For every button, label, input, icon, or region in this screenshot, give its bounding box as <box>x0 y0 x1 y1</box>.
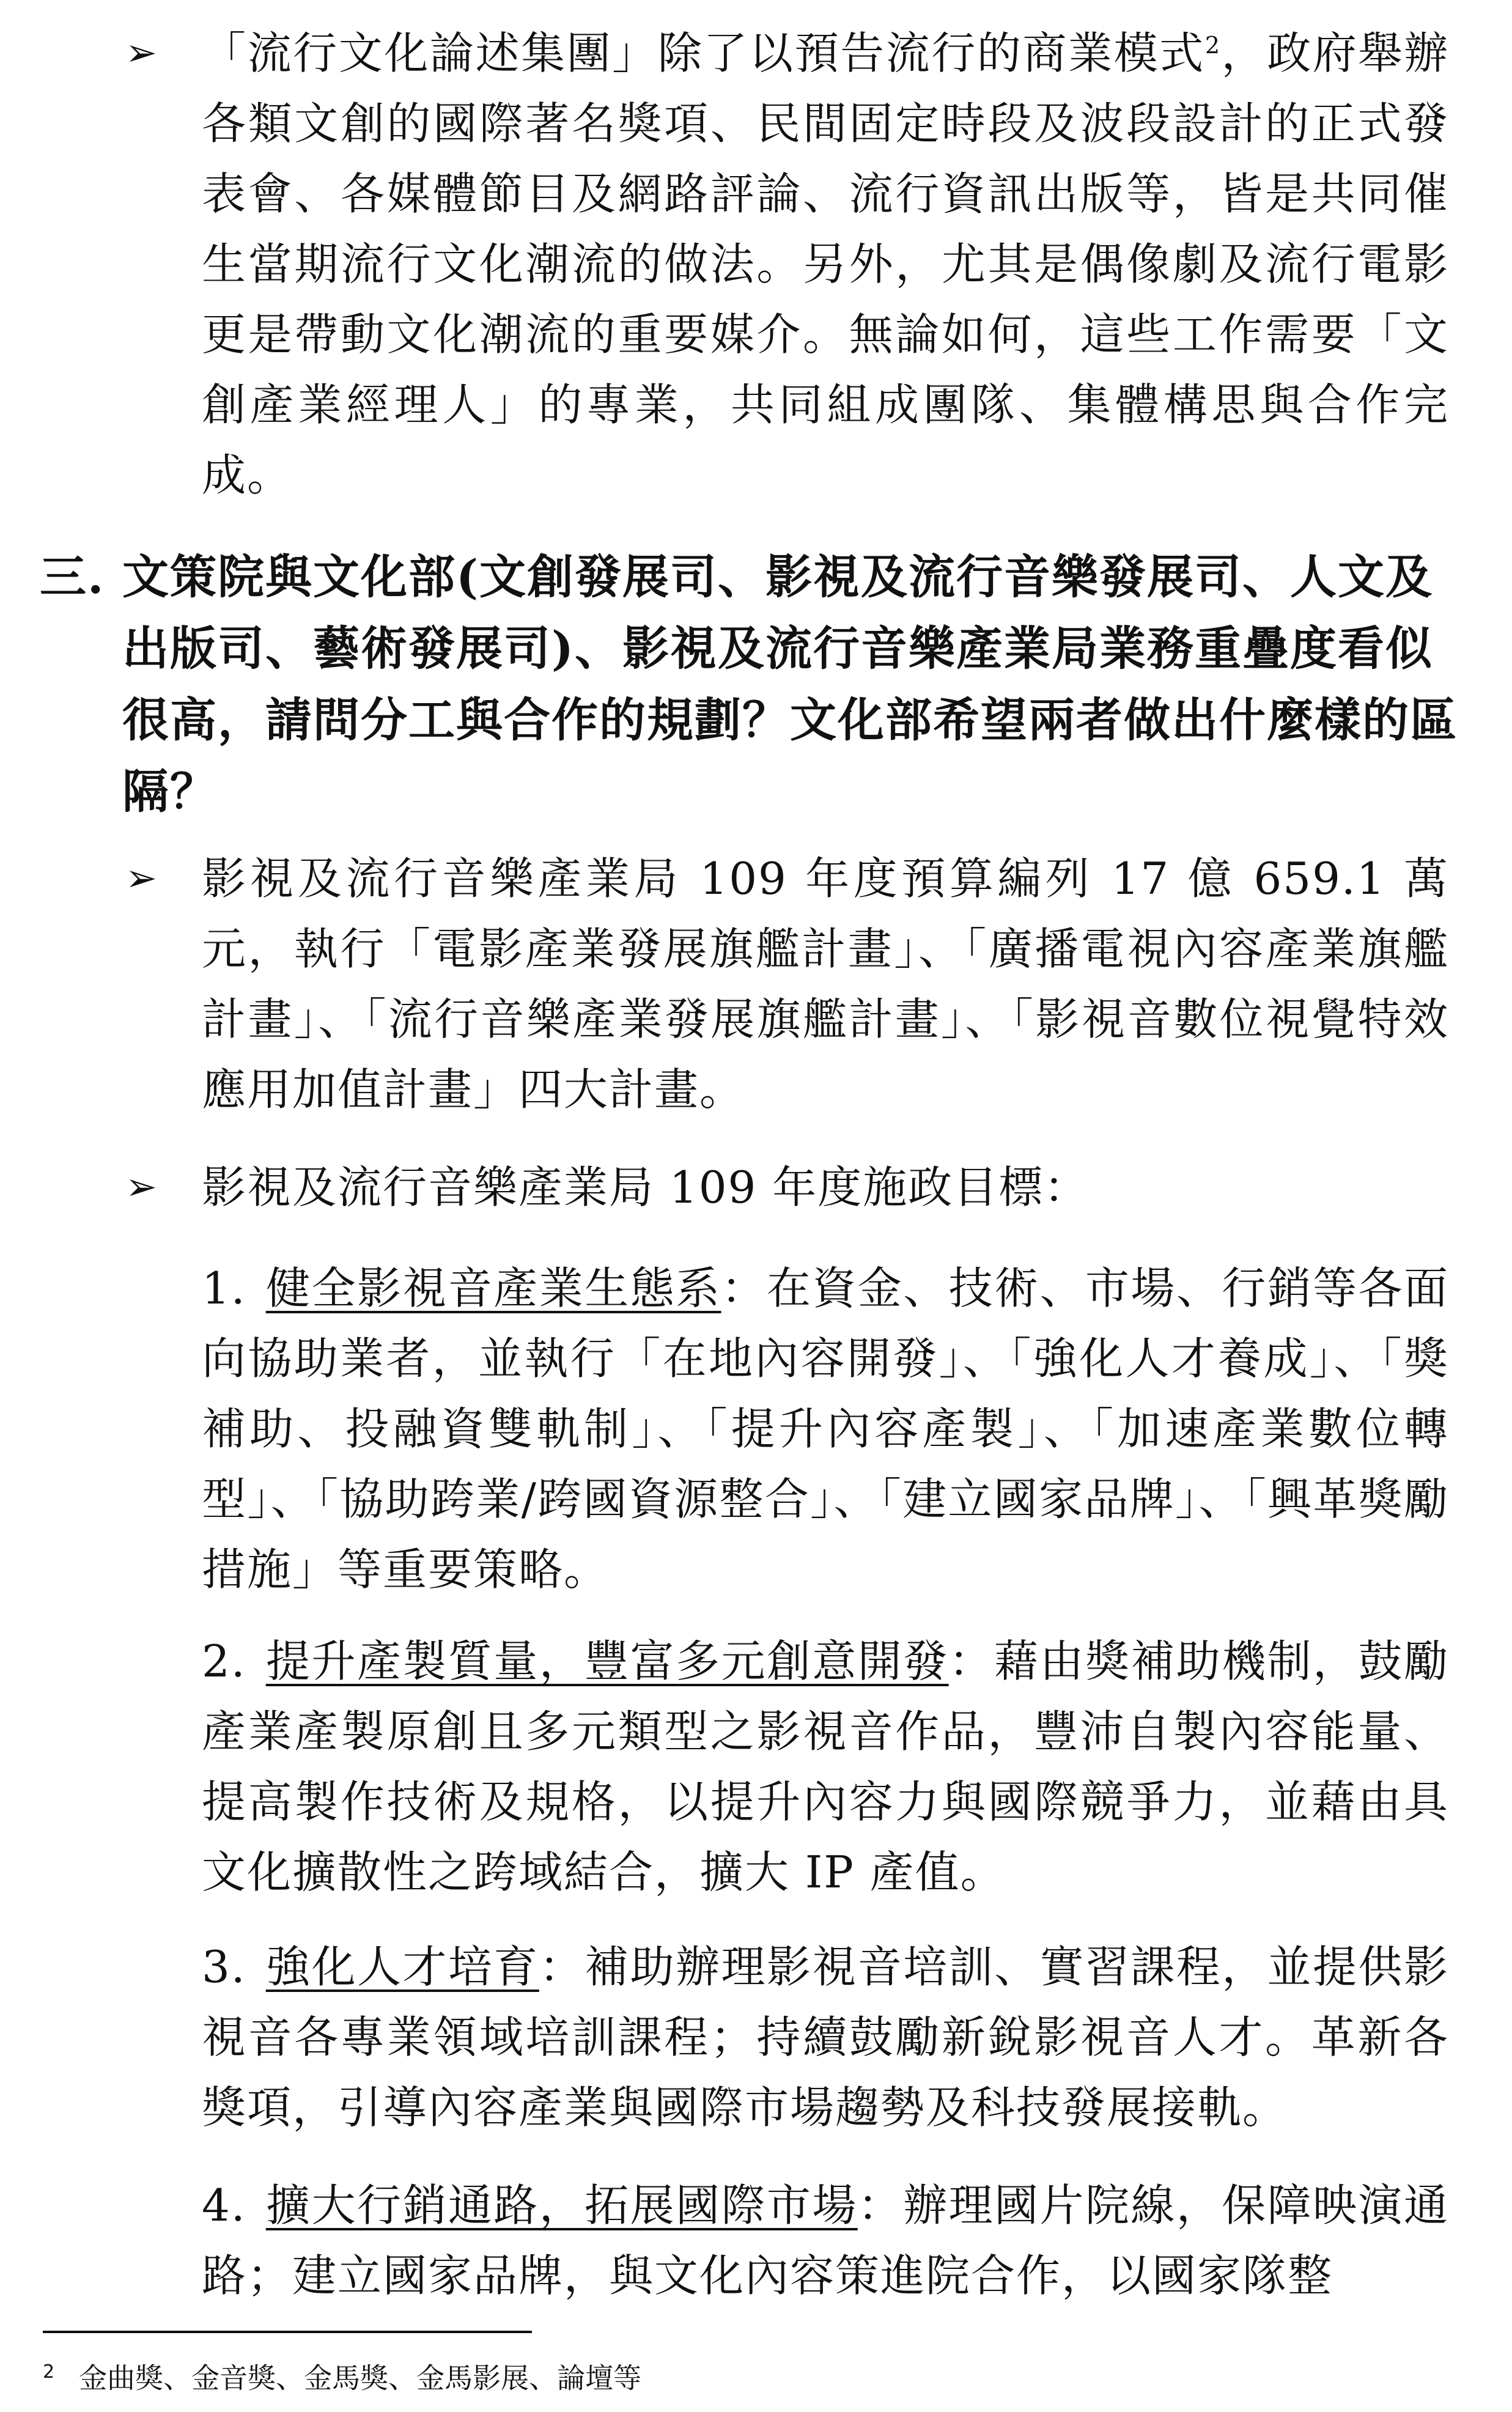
bullet-item-goals <box>125 1153 1449 1223</box>
goal-title: 提升產製質量，豐富多元創意開發 <box>265 1636 949 1687</box>
goal-number: 2. <box>202 1636 246 1687</box>
paragraph-culture <box>202 18 1449 511</box>
goal-number: 3. <box>202 1941 246 1993</box>
goal-number: 1. <box>202 1263 246 1314</box>
goal-number: 4. <box>202 2180 246 2231</box>
footnote-text: 金曲獎、金音獎、金馬獎、金馬影展、論壇等 <box>79 2361 642 2395</box>
goal-title: 健全影視音產業生態系 <box>265 1263 721 1314</box>
goal-item-2 <box>202 1626 1449 1908</box>
section-title: 文策院與文化部(文創發展司、影視及流行音樂發展司、人文及出版司、藝術發展司)、影視及流行音樂產業局業務重疊度看似很高，請問分工與合作的規劃？文化部希望兩者做出什麼樣的區隔？ <box>122 550 1458 819</box>
section-heading <box>40 541 1467 827</box>
bullet-arrow-icon: ➢ <box>125 30 157 75</box>
goal-body: ：在資金、技術、市場、行銷等各面向協助業者，並執行「在地內容開發」、「強化人才養成」、「獎補助、投融資雙軌制」、「提升內容產製」、「加速產業數位轉型」、「協助跨業/跨國資源整合」、「建立國家品牌」、「興革獎勵措施」等重要策略。 <box>202 1263 1449 1595</box>
bullet-item-culture <box>125 18 1449 511</box>
goal-body: ：藉由獎補助機制，鼓勵產業產製原創且多元類型之影視音作品，豐沛自製內容能量、提高製作技術及規格，以提升內容力與國際競爭力，並藉由具文化擴散性之跨域結合，擴大 IP 產值。 <box>202 1636 1449 1898</box>
goal-body: ：補助辦理影視音培訓、實習課程，並提供影視音各專業領域培訓課程；持續鼓勵新銳影視音人才。革新各獎項，引導內容產業與國際市場趨勢及科技發展接軌。 <box>202 1941 1449 2133</box>
section-number: 三. <box>40 550 105 604</box>
goal-item-1 <box>202 1253 1449 1605</box>
bullet-arrow-icon: ➢ <box>125 1164 157 1209</box>
bullet-arrow-icon: ➢ <box>125 855 157 900</box>
paragraph-text: 「流行文化論述集團」除了以預告流行的商業模式 <box>202 28 1205 79</box>
goal-body: ：辦理國片院線，保障映演通路；建立國家品牌，與文化內容策進院合作，以國家隊整 <box>202 2180 1449 2301</box>
footnote-mark: 2 <box>43 2361 55 2383</box>
paragraph-budget: 影視及流行音樂產業局 109 年度預算編列 17 億 659.1 萬元，執行「電影產業發展旗艦計畫」、「廣播電視內容產業旗艦計畫」、「流行音樂產業發展旗艦計畫」、「影視音數位視覺特效應用加值計畫」四大計畫。 <box>202 853 1449 1115</box>
footnote <box>43 2351 1449 2399</box>
goal-item-3 <box>202 1932 1449 2143</box>
goal-item-4 <box>202 2170 1449 2311</box>
footnote-divider <box>43 2331 532 2333</box>
footnote-ref: 2 <box>1204 32 1222 59</box>
bullet-item-budget <box>125 844 1449 1125</box>
paragraph-goals: 影視及流行音樂產業局 109 年度施政目標： <box>202 1162 1090 1213</box>
goal-title: 擴大行銷通路，拓展國際市場 <box>265 2180 858 2231</box>
paragraph-text: ，政府舉辦各類文創的國際著名獎項、民間固定時段及波段設計的正式發表會、各媒體節目及網路評論、流行資訊出版等，皆是共同催生當期流行文化潮流的做法。另外，尤其是偶像劇及流行電影更是帶動文化潮流的重要媒介。無論如何，這些工作需要「文創產業經理人」的專業，共同組成團隊、集體構思與合作完成。 <box>202 28 1449 501</box>
goal-title: 強化人才培育 <box>265 1941 539 1993</box>
